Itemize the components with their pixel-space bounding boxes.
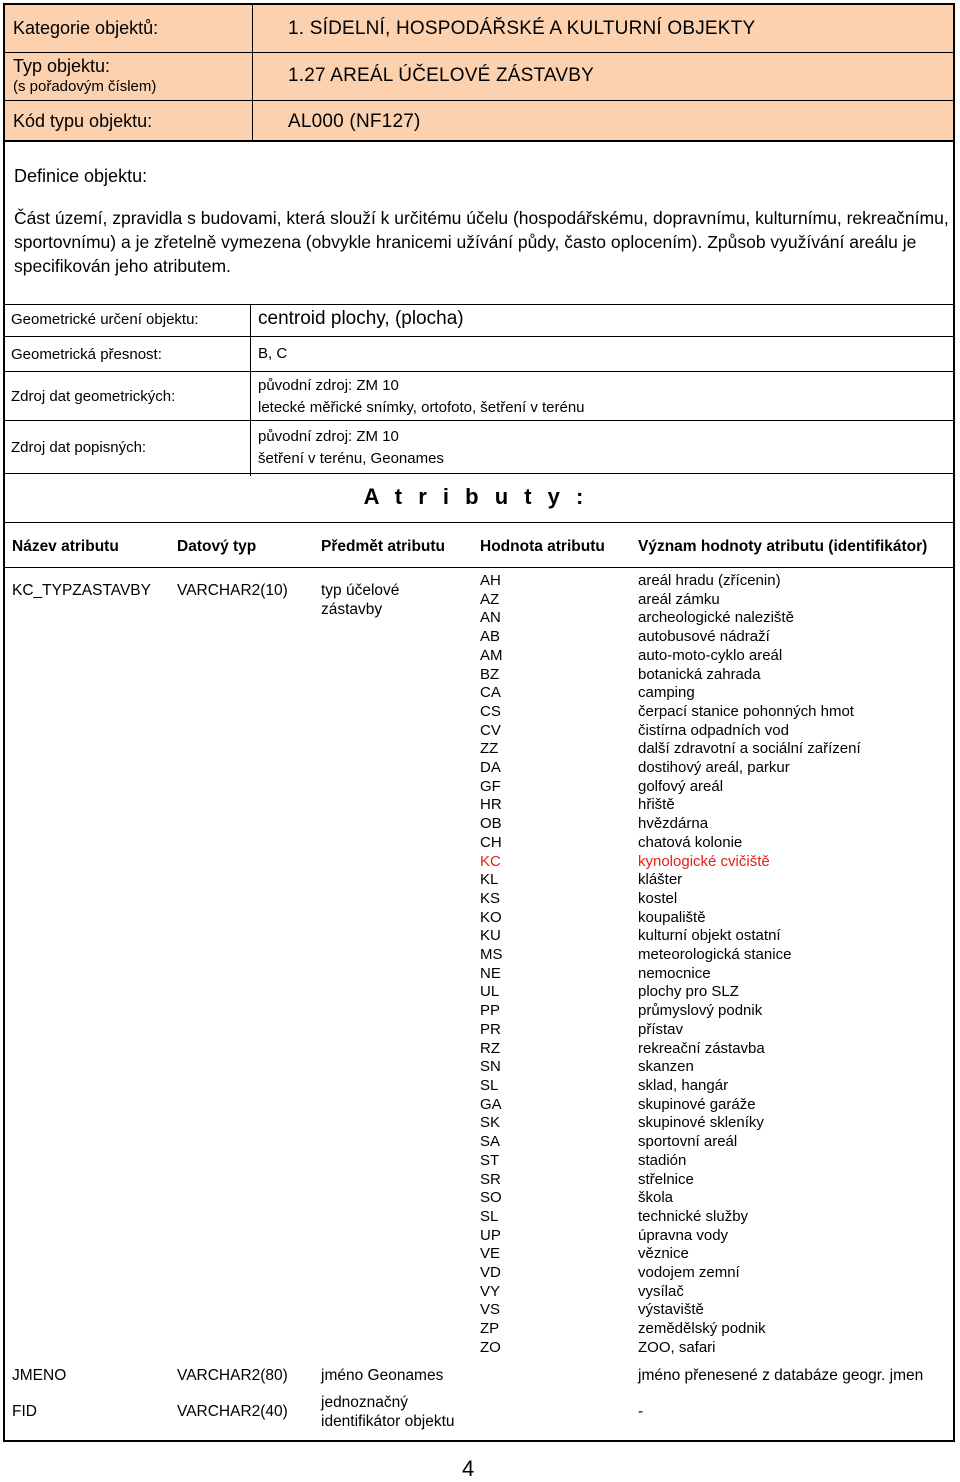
col-header-type: Datový typ — [177, 538, 257, 555]
attr-name: KC_TYPZASTAVBY — [12, 582, 151, 599]
attr-value-meaning: škola — [638, 1189, 674, 1207]
attr-value-meaning: kynologické cvičiště — [638, 852, 770, 870]
attr-value-meaning: sklad, hangár — [638, 1076, 729, 1094]
attr-value-code: AH — [480, 572, 501, 589]
attr-value-code: PP — [480, 1002, 501, 1020]
attr-value-code: SR — [480, 1170, 501, 1188]
attr-value-meaning: střelnice — [638, 1170, 694, 1188]
attr-value-code: AN — [480, 609, 501, 627]
category-label: Kategorie objektů: — [13, 18, 159, 38]
code-label: Kód typu objektu: — [13, 111, 153, 131]
attr-value-code: AZ — [480, 590, 500, 608]
attr-value-meaning: archeologické naleziště — [638, 609, 794, 627]
desc-source-line2: šetření v terénu, Geonames — [258, 450, 444, 467]
attr-value-code: VE — [480, 1245, 501, 1263]
attr-value-code: KO — [480, 908, 502, 926]
geometry-rule — [3, 420, 955, 421]
attr-name: FID — [12, 1403, 37, 1420]
attr-value-meaning: rekreační zástavba — [638, 1039, 765, 1057]
attr-value-meaning: sportovní areál — [638, 1133, 738, 1151]
header-divider — [5, 100, 953, 101]
col-header-name: Název atributu — [12, 538, 119, 555]
col-header-subject: Předmět atributu — [321, 538, 446, 555]
attr-name: JMENO — [12, 1367, 67, 1384]
geom-label: Geometrické určení objektu: — [11, 311, 199, 328]
attr-value-meaning: dostihový areál, parkur — [638, 759, 790, 777]
attr-value-meaning: hřiště — [638, 796, 675, 814]
attr-value-meaning: botanická zahrada — [638, 665, 761, 683]
attr-value-meaning: hvězdárna — [638, 815, 709, 833]
precision-value: B, C — [258, 345, 288, 362]
attr-value-code: CV — [480, 721, 501, 739]
attr-value-list — [480, 572, 503, 1358]
type-label: Typ objektu: — [13, 56, 111, 76]
attr-value-code: SK — [480, 1114, 501, 1132]
attr-value-meaning: camping — [638, 684, 695, 702]
attr-value-meaning: skupinové skleníky — [638, 1114, 764, 1132]
attr-value-code: ZO — [480, 1338, 501, 1356]
attr-value-code: CA — [480, 684, 501, 702]
attr-value-code: RZ — [480, 1039, 500, 1057]
attr-value-meaning: věznice — [638, 1245, 689, 1263]
attr-value-code: KS — [480, 889, 501, 907]
attr-value-code: KU — [480, 927, 501, 945]
col-header-meaning: Význam hodnoty atributu (identifikátor) — [638, 538, 928, 555]
attr-value-code: UP — [480, 1226, 501, 1244]
attr-value-meaning: meteorologická stanice — [638, 946, 792, 964]
geometry-divider — [250, 304, 251, 476]
desc-source-line1: původní zdroj: ZM 10 — [258, 428, 399, 445]
attr-value-meaning: skupinové garáže — [638, 1095, 756, 1113]
category-value: 1. SÍDELNÍ, HOSPODÁŘSKÉ A KULTURNÍ OBJEKTY — [288, 18, 756, 39]
attr-value-meaning: klášter — [638, 871, 683, 889]
attr-value-code: VY — [480, 1282, 501, 1300]
attr-value-code: MS — [480, 946, 503, 964]
geometry-rule — [3, 336, 955, 337]
attr-value-code: ZZ — [480, 740, 499, 758]
header-divider — [252, 5, 253, 140]
attr-meaning: jméno přenesené z databáze geogr. jmen — [638, 1367, 924, 1384]
attr-value-meaning: zemědělský podnik — [638, 1320, 766, 1338]
attr-value-code: GA — [480, 1095, 502, 1113]
attr-value-meaning: areál zámku — [638, 590, 720, 608]
geom-value: centroid plochy, (plocha) — [258, 308, 464, 329]
attr-value-meaning: koupaliště — [638, 908, 706, 926]
definition-text: Část území, zpravidla s budovami, která slouží k určitému účelu (hospodářskému, dopravnímu, kulturnímu, rekreačnímu, sportovnímu) a je zřetelně vymezena (obvykle hranicemi užívání půdy, často oplocením). Způsob využívání areálu je specifikován jeho atributem. — [14, 208, 949, 276]
attr-value-code: AM — [480, 646, 503, 664]
attr-value-meaning: nemocnice — [638, 964, 711, 982]
attr-value-meaning: stadión — [638, 1151, 687, 1169]
geo-source-line2: letecké měřické snímky, ortofoto, šetření v terénu — [258, 399, 585, 416]
attr-subject: jednoznačný — [321, 1394, 409, 1411]
table-rule — [3, 567, 955, 568]
attr-value-meaning: vodojem zemní — [638, 1264, 740, 1282]
page-number: 4 — [462, 1456, 475, 1481]
definition-title: Definice objektu: — [14, 166, 148, 186]
attr-value-meaning: čerpací stanice pohonných hmot — [638, 702, 854, 720]
geometry-rule — [3, 304, 955, 305]
attr-value-code: GF — [480, 777, 501, 795]
attr-value-code: VS — [480, 1301, 501, 1319]
attr-value-meaning: průmyslový podnik — [638, 1002, 763, 1020]
attr-value-meaning: kostel — [638, 889, 678, 907]
precision-label: Geometrická přesnost: — [11, 346, 162, 363]
attr-value-meaning: skanzen — [638, 1058, 694, 1076]
attr-value-code: OB — [480, 815, 502, 833]
attr-value-code: SA — [480, 1133, 501, 1151]
attr-value-code: PR — [480, 1020, 501, 1038]
attr-value-code: KC — [480, 852, 501, 870]
attr-value-code: ZP — [480, 1320, 500, 1338]
geo-source-label: Zdroj dat geometrických: — [11, 388, 176, 405]
attr-value-code: AB — [480, 628, 501, 646]
type-value: 1.27 AREÁL ÚČELOVÉ ZÁSTAVBY — [288, 65, 595, 86]
attr-subject: identifikátor objektu — [321, 1413, 455, 1430]
attr-value-meaning: ZOO, safari — [638, 1338, 716, 1356]
attr-meaning-list — [638, 572, 861, 1358]
attr-value-meaning: golfový areál — [638, 777, 724, 795]
attr-value-code: ST — [480, 1151, 500, 1169]
attr-value-meaning: vysílač — [638, 1282, 684, 1300]
attr-value-code: UL — [480, 983, 500, 1001]
attr-value-code: CS — [480, 702, 501, 720]
attr-value-meaning: plochy pro SLZ — [638, 983, 739, 1001]
type-sublabel: (s pořadovým číslem) — [13, 78, 157, 95]
desc-source-label: Zdroj dat popisných: — [11, 439, 147, 456]
attr-value-code: SO — [480, 1189, 502, 1207]
attr-value-code: HR — [480, 796, 502, 814]
attr-value-code: SN — [480, 1058, 501, 1076]
geometry-block — [3, 296, 955, 476]
attr-value-meaning: čistírna odpadních vod — [638, 721, 789, 739]
attr-value-meaning: areál hradu (zřícenin) — [638, 572, 781, 589]
attr-subject: jméno Geonames — [321, 1367, 444, 1384]
attr-value-meaning: chatová kolonie — [638, 833, 743, 851]
attr-value-meaning: výstaviště — [638, 1301, 704, 1319]
attr-value-meaning: autobusové nádraží — [638, 628, 770, 646]
attr-value-code: CH — [480, 833, 502, 851]
code-value: AL000 (NF127) — [288, 111, 421, 132]
attr-value-code: SL — [480, 1076, 499, 1094]
attr-value-meaning: auto-moto-cyklo areál — [638, 646, 783, 664]
col-header-value: Hodnota atributu — [480, 538, 605, 555]
attr-meaning: - — [638, 1403, 644, 1420]
attr-value-meaning: další zdravotní a sociální zařízení — [638, 740, 861, 758]
attr-value-code: KL — [480, 871, 499, 889]
header-divider — [5, 52, 953, 53]
attr-type: VARCHAR2(80) — [177, 1367, 288, 1384]
attr-value-code: BZ — [480, 665, 500, 683]
attr-subject: typ účelové zástavby — [321, 582, 400, 618]
attr-type: VARCHAR2(40) — [177, 1403, 288, 1420]
attr-value-meaning: úpravna vody — [638, 1226, 729, 1244]
geo-source-line1: původní zdroj: ZM 10 — [258, 377, 399, 394]
object-header — [3, 3, 955, 142]
attr-value-code: DA — [480, 759, 501, 777]
attr-value-meaning: kulturní objekt ostatní — [638, 927, 781, 945]
geometry-rule — [3, 371, 955, 372]
attr-type: VARCHAR2(10) — [177, 582, 288, 599]
attr-value-code: VD — [480, 1264, 501, 1282]
table-rule — [3, 522, 955, 523]
attr-value-code: SL — [480, 1207, 499, 1225]
attr-value-meaning: přístav — [638, 1020, 684, 1038]
geometry-rule — [3, 473, 955, 474]
attr-value-code: NE — [480, 964, 501, 982]
attr-value-meaning: technické služby — [638, 1207, 749, 1225]
attributes-title: A t r i b u t y : — [363, 484, 589, 509]
